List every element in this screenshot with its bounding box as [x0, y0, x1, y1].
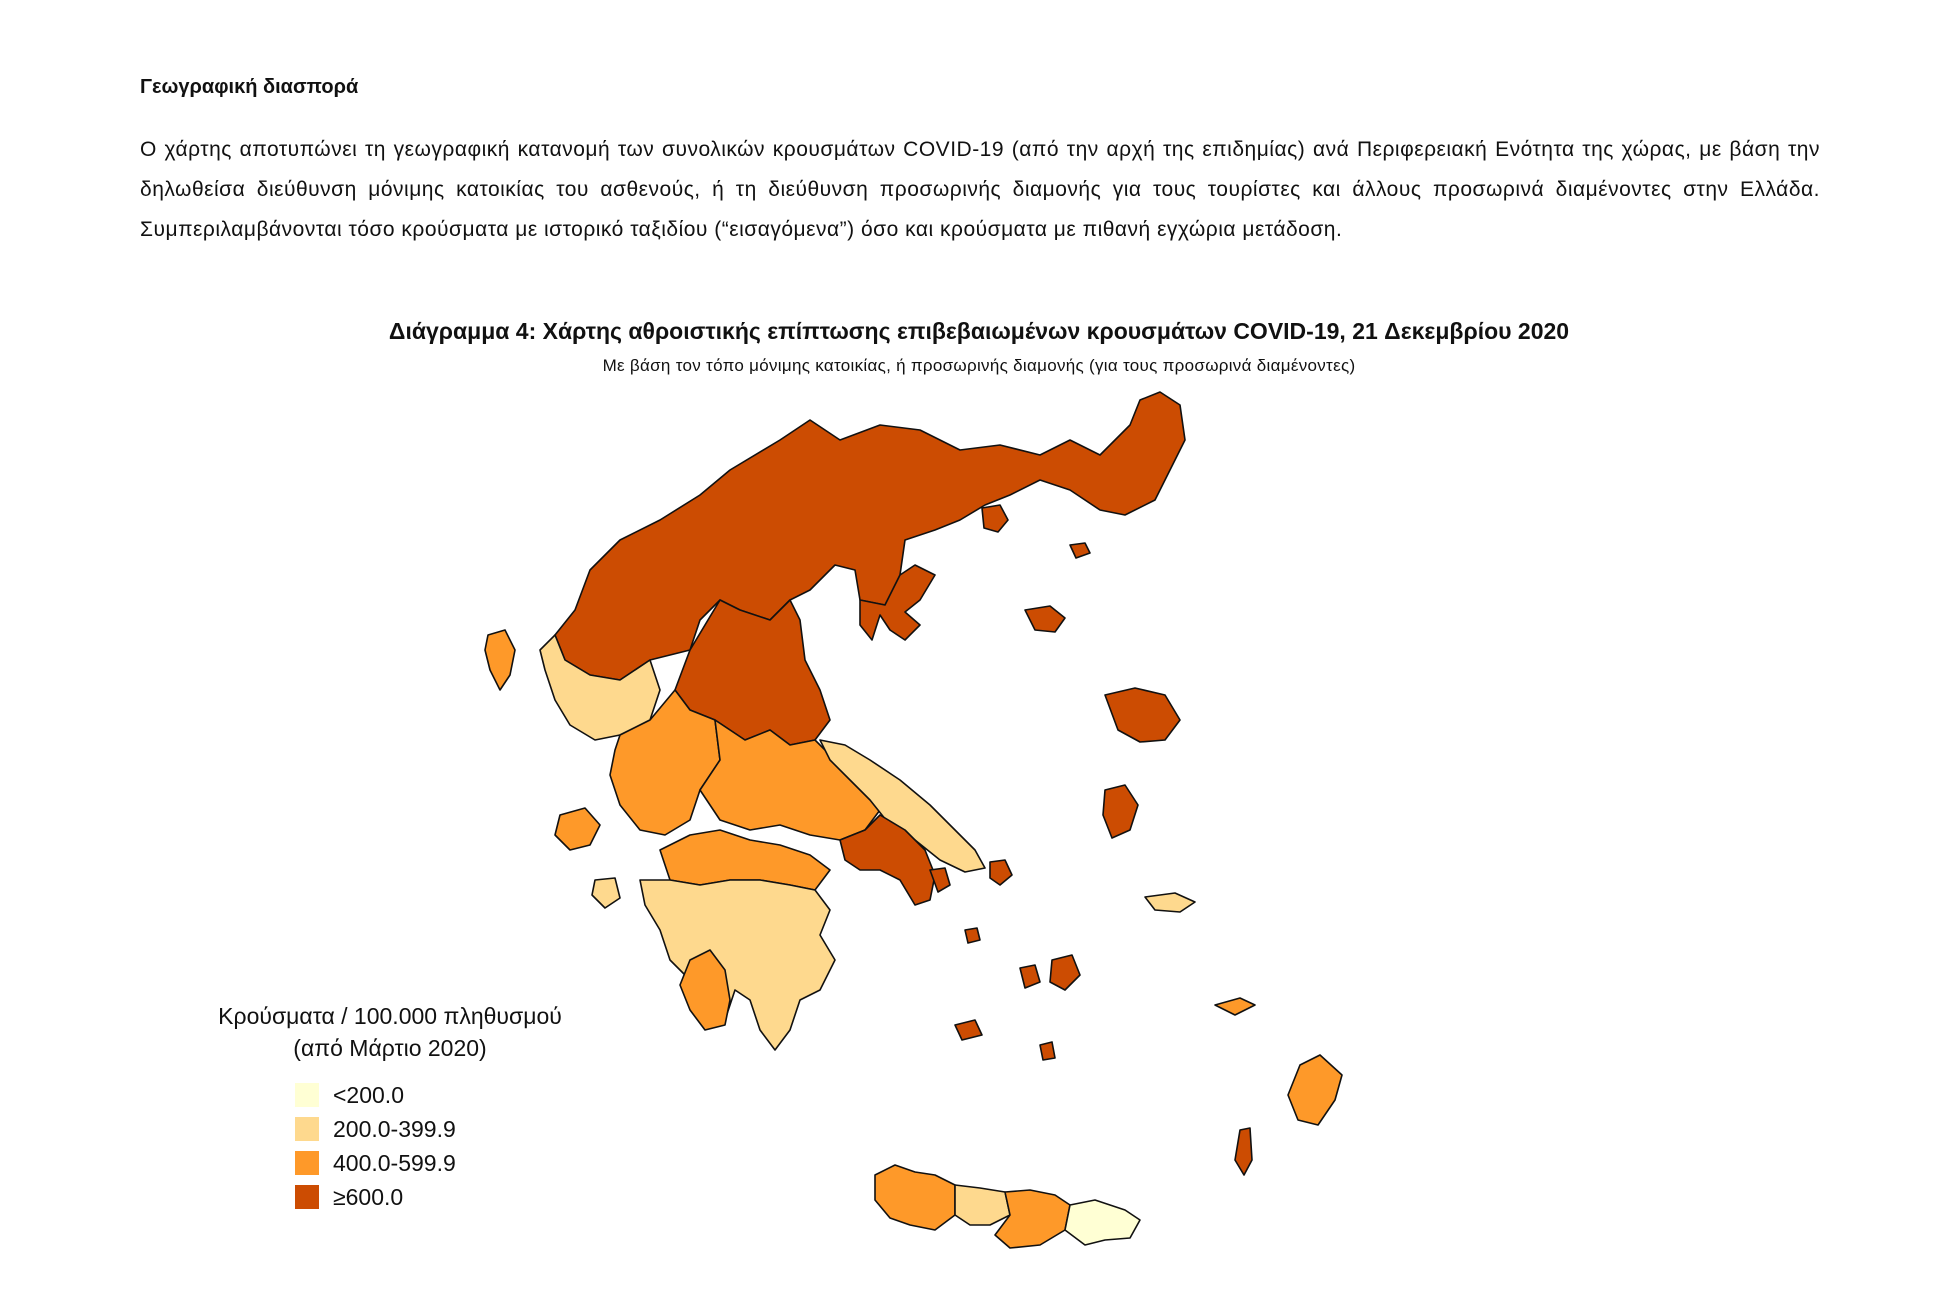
legend-item [295, 1180, 620, 1214]
island-samos [1145, 893, 1195, 912]
legend-items [295, 1078, 620, 1214]
island-kos [1215, 998, 1255, 1015]
crete-heraklion [995, 1190, 1070, 1248]
island-kefalonia [555, 808, 600, 850]
island-zakynthos [592, 878, 620, 908]
intro-paragraph: Ο χάρτης αποτυπώνει τη γεωγραφική κατανομή των συνολικών κρουσμάτων COVID-19 (από την αρχή της επιδημίας) ανά Περιφερειακή Ενότητα της χώρας, με βάση την δηλωθείσα διεύθυνση μόνιμης κατοικίας του ασθενούς, ή τη διεύθυνση προσωρινής διαμονής για τους τουρίστες και άλλους προσωρινά διαμένοντες στην Ελλάδα. Συμπεριλαμβάνονται τόσο κρούσματα με ιστορικό ταξιδίου (“εισαγόμενα”) όσο και κρούσματα με πιθανή εγχώρια μετάδοση. [140, 138, 1820, 241]
legend-title [160, 1000, 620, 1064]
island-skyros [990, 860, 1012, 885]
legend-label: 400.0-599.9 [333, 1149, 456, 1176]
island-paros [1020, 965, 1040, 988]
section-heading: Γεωγραφική διασπορά [140, 76, 359, 98]
legend-title-line1: Κρούσματα / 100.000 πληθυσμού [218, 1003, 562, 1029]
legend-swatch [295, 1151, 319, 1175]
legend-item [295, 1112, 620, 1146]
island-lemnos [1025, 606, 1065, 632]
legend-item [295, 1078, 620, 1112]
island-lesvos [1105, 688, 1180, 742]
map-legend [160, 1000, 620, 1214]
island-karpathos [1235, 1128, 1252, 1175]
crete-rethymno [955, 1185, 1010, 1225]
legend-title-line2: (από Μάρτιο 2020) [293, 1035, 487, 1061]
island-thasos [982, 505, 1008, 532]
island-syros [965, 928, 980, 943]
legend-swatch [295, 1185, 319, 1209]
legend-label: ≥600.0 [333, 1183, 404, 1210]
legend-item [295, 1146, 620, 1180]
island-rhodes [1288, 1055, 1342, 1125]
island-naxos [1050, 955, 1080, 990]
legend-swatch [295, 1083, 319, 1107]
figure-title: Διάγραμμα 4: Χάρτης αθροιστικής επίπτωσης επιβεβαιωμένων κρουσμάτων COVID-19, 21 Δεκεμβρίου 2020 [388, 318, 1570, 344]
island-chios [1103, 785, 1138, 838]
island-corfu [485, 630, 515, 690]
region-peloponnese-south [640, 880, 835, 1050]
island-santorini [1040, 1042, 1055, 1060]
crete-lasithi [1065, 1200, 1140, 1245]
legend-label: <200.0 [333, 1081, 404, 1108]
island-milos [955, 1020, 982, 1040]
legend-swatch [295, 1117, 319, 1141]
island-samothrace [1070, 543, 1090, 558]
legend-label: 200.0-399.9 [333, 1115, 456, 1142]
crete-west [875, 1165, 955, 1230]
figure-subtitle: Με βάση τον τόπο μόνιμης κατοικίας, ή προσωρινής διαμονής (για τους προσωρινά διαμένοντες) [602, 356, 1356, 375]
